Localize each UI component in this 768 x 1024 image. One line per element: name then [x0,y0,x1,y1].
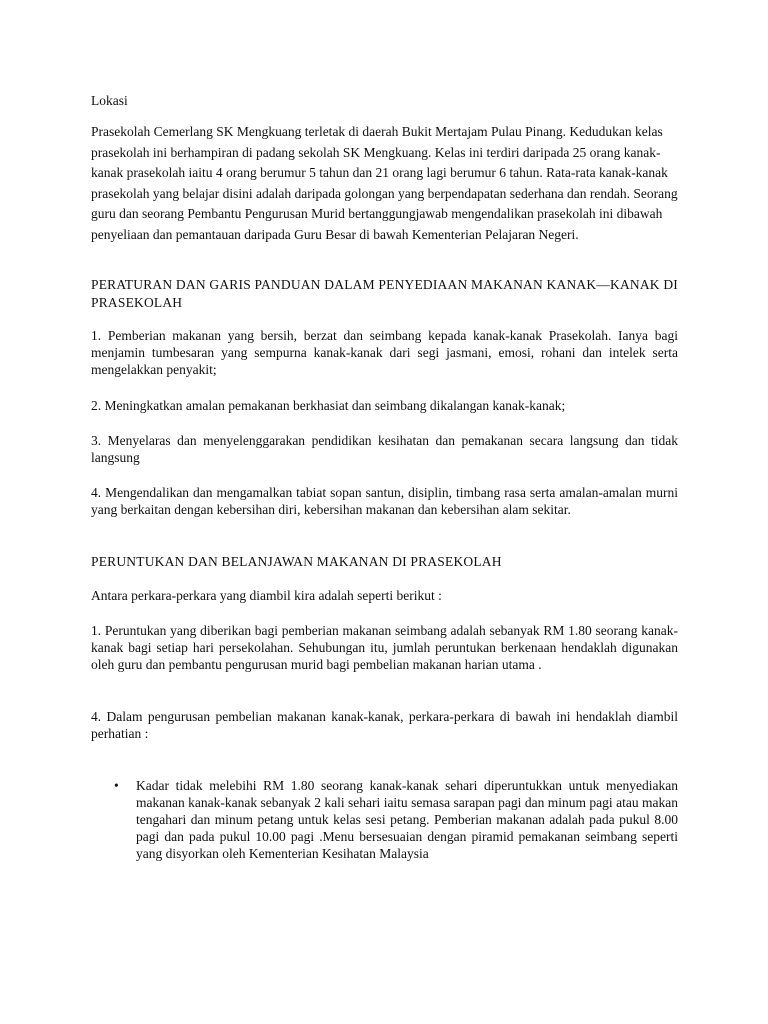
allocation-item-1: 1. Peruntukan yang diberikan bagi pemberian makanan seimbang adalah sebanyak RM 1.80 seorang kanak-kanak bagi setiap hari persekolahan. Sehubungan itu, jumlah peruntukan berkenaan hendaklah digunakan oleh guru dan pembantu pengurusan murid bagi pembelian makanan harian utama . [91,623,678,672]
bullet-item-1: Kadar tidak melebihi RM 1.80 seorang kanak-kanak sehari diperuntukkan untuk menyediakan makanan kanak-kanak sebanyak 2 kali sehari iaitu semasa sarapan pagi dan minum pagi atau makan tengahari dan minum petang untuk kelas sesi petang. Pemberian makanan adalah pada pukul 8.00 pagi dan pada pukul 10.00 pagi .Menu bersesuaian dengan piramid pemakanan seimbang seperti yang disyorkan oleh Kementerian Kesihatan Malaysia [136,778,678,861]
heading-allocation: PERUNTUKAN DAN BELANJAWAN MAKANAN DI PRASEKOLAH [91,554,502,569]
rule-item-3: 3. Menyelaras dan menyelenggarakan pendidikan kesihatan dan pemakanan secara langsung dan tidak langsung [91,433,678,465]
allocation-intro: Antara perkara-perkara yang diambil kira adalah seperti berikut : [91,588,442,603]
heading-rules: PERATURAN DAN GARIS PANDUAN DALAM PENYEDIAAN MAKANAN KANAK—KANAK DI PRASEKOLAH [91,277,678,310]
location-paragraph: Prasekolah Cemerlang SK Mengkuang terletak di daerah Bukit Mertajam Pulau Pinang. Kedudukan kelas prasekolah ini berhampiran di padang sekolah SK Mengkuang. Kelas ini terdiri daripada 25 orang kanak-kanak prasekolah iaitu 4 orang berumur 5 tahun dan 21 orang lagi berumur 6 tahun. Rata-rata kanak-kanak prasekolah yang belajar disini adalah daripada golongan yang berpendapatan sederhana dan rendah. Seorang guru dan seorang Pembantu Pengurusan Murid bertanggungjawab mengendalikan prasekolah ini dibawah penyeliaan dan pemantauan daripada Guru Besar di bawah Kementerian Pelajaran Negeri. [91,124,678,242]
rule-item-1: 1. Pemberian makanan yang bersih, berzat dan seimbang kepada kanak-kanak Prasekolah. Ianya bagi menjamin tumbesaran yang sempurna kanak-kanak dari segi jasmani, emosi, rohani dan intelek serta mengelakkan penyakit; [91,328,678,377]
rule-item-2: 2. Meningkatkan amalan pemakanan berkhasiat dan seimbang dikalangan kanak-kanak; [91,398,566,413]
heading-location: Lokasi [91,93,128,108]
bullet-icon: • [114,778,119,793]
rule-item-4: 4. Mengendalikan dan mengamalkan tabiat sopan santun, disiplin, timbang rasa serta amalan-amalan murni yang berkaitan dengan kebersihan diri, kebersihan makanan dan kebersihan alam sekitar. [91,485,678,517]
allocation-item-4: 4. Dalam pengurusan pembelian makanan kanak-kanak, perkara-perkara di bawah ini hendaklah diambil perhatian : [91,709,678,741]
